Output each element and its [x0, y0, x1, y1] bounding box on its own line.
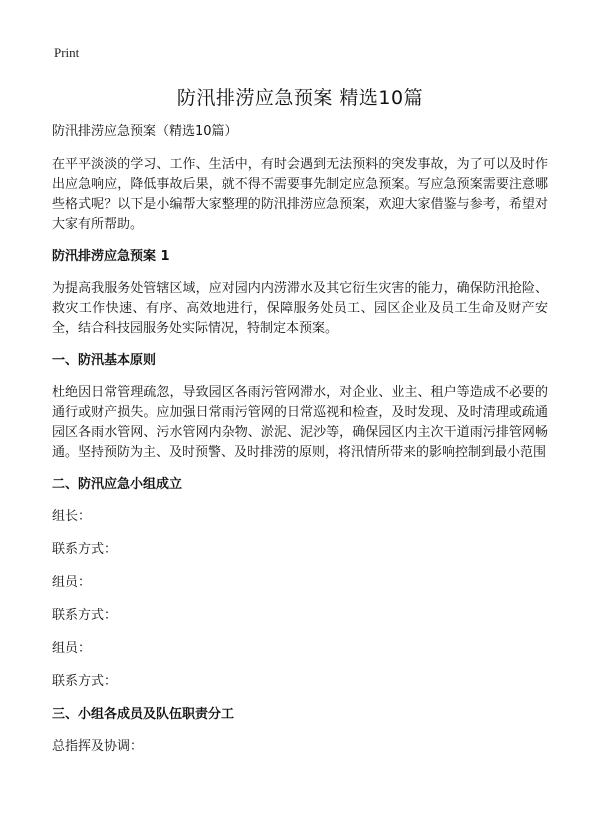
field-contact: 联系方式： — [52, 542, 118, 557]
print-link[interactable]: Print — [54, 45, 80, 60]
intro-paragraph: 在平平淡淡的学习、工作、生活中，有时会遇到无法预料的突发事故，为了可以及时作出应急响应，降低事故后果，就不得不需要事先制定应急预案。写应急预案需要注意哪些格式呢？以下是小编帮大家整理的防汛排涝应急预案，欢迎大家借鉴与参考，希望对大家有所帮助。 — [52, 157, 548, 232]
field-member: 组员： — [52, 575, 92, 590]
field-contact: 联系方式： — [52, 674, 118, 689]
field-contact: 联系方式： — [52, 608, 118, 623]
field-member: 组员： — [52, 641, 92, 656]
heading-principles: 一、防汛基本原则 — [52, 353, 157, 368]
section-intro-paragraph: 为提高我服务处管辖区域，应对园内内涝滞水及其它衍生灾害的能力，确保防汛抢险、救灾工作快速、有序、高效地进行，保障服务处员工、园区企业及员工生命及财产安全，结合科技园服务处实际情况，特制定本预案。 — [52, 281, 548, 336]
heading-duties: 三、小组各成员及队伍职责分工 — [52, 707, 235, 722]
section-title: 防汛排涝应急预案 1 — [52, 249, 170, 264]
field-commander: 总指挥及协调： — [52, 739, 144, 754]
heading-team: 二、防汛应急小组成立 — [52, 477, 183, 492]
field-leader: 组长： — [52, 509, 92, 524]
document-title: 防汛排涝应急预案 精选10篇 — [176, 87, 424, 109]
principles-paragraph: 杜绝因日常管理疏忽，导致园区各雨污管网滞水，对企业、业主、租户等造成不必要的通行或财产损失。应加强日常雨污管网的日常巡视和检查，及时发现、及时清理或疏通园区各雨水管网、污水管网内杂物、淤泥、泥沙等，确保园区内主次干道雨污排管网畅通。坚持预防为主、及时预警、及时排涝的原则，将汛情所带来的影响控制到最小范围 — [52, 385, 548, 460]
document-subtitle: 防汛排涝应急预案（精选10篇） — [52, 124, 238, 139]
